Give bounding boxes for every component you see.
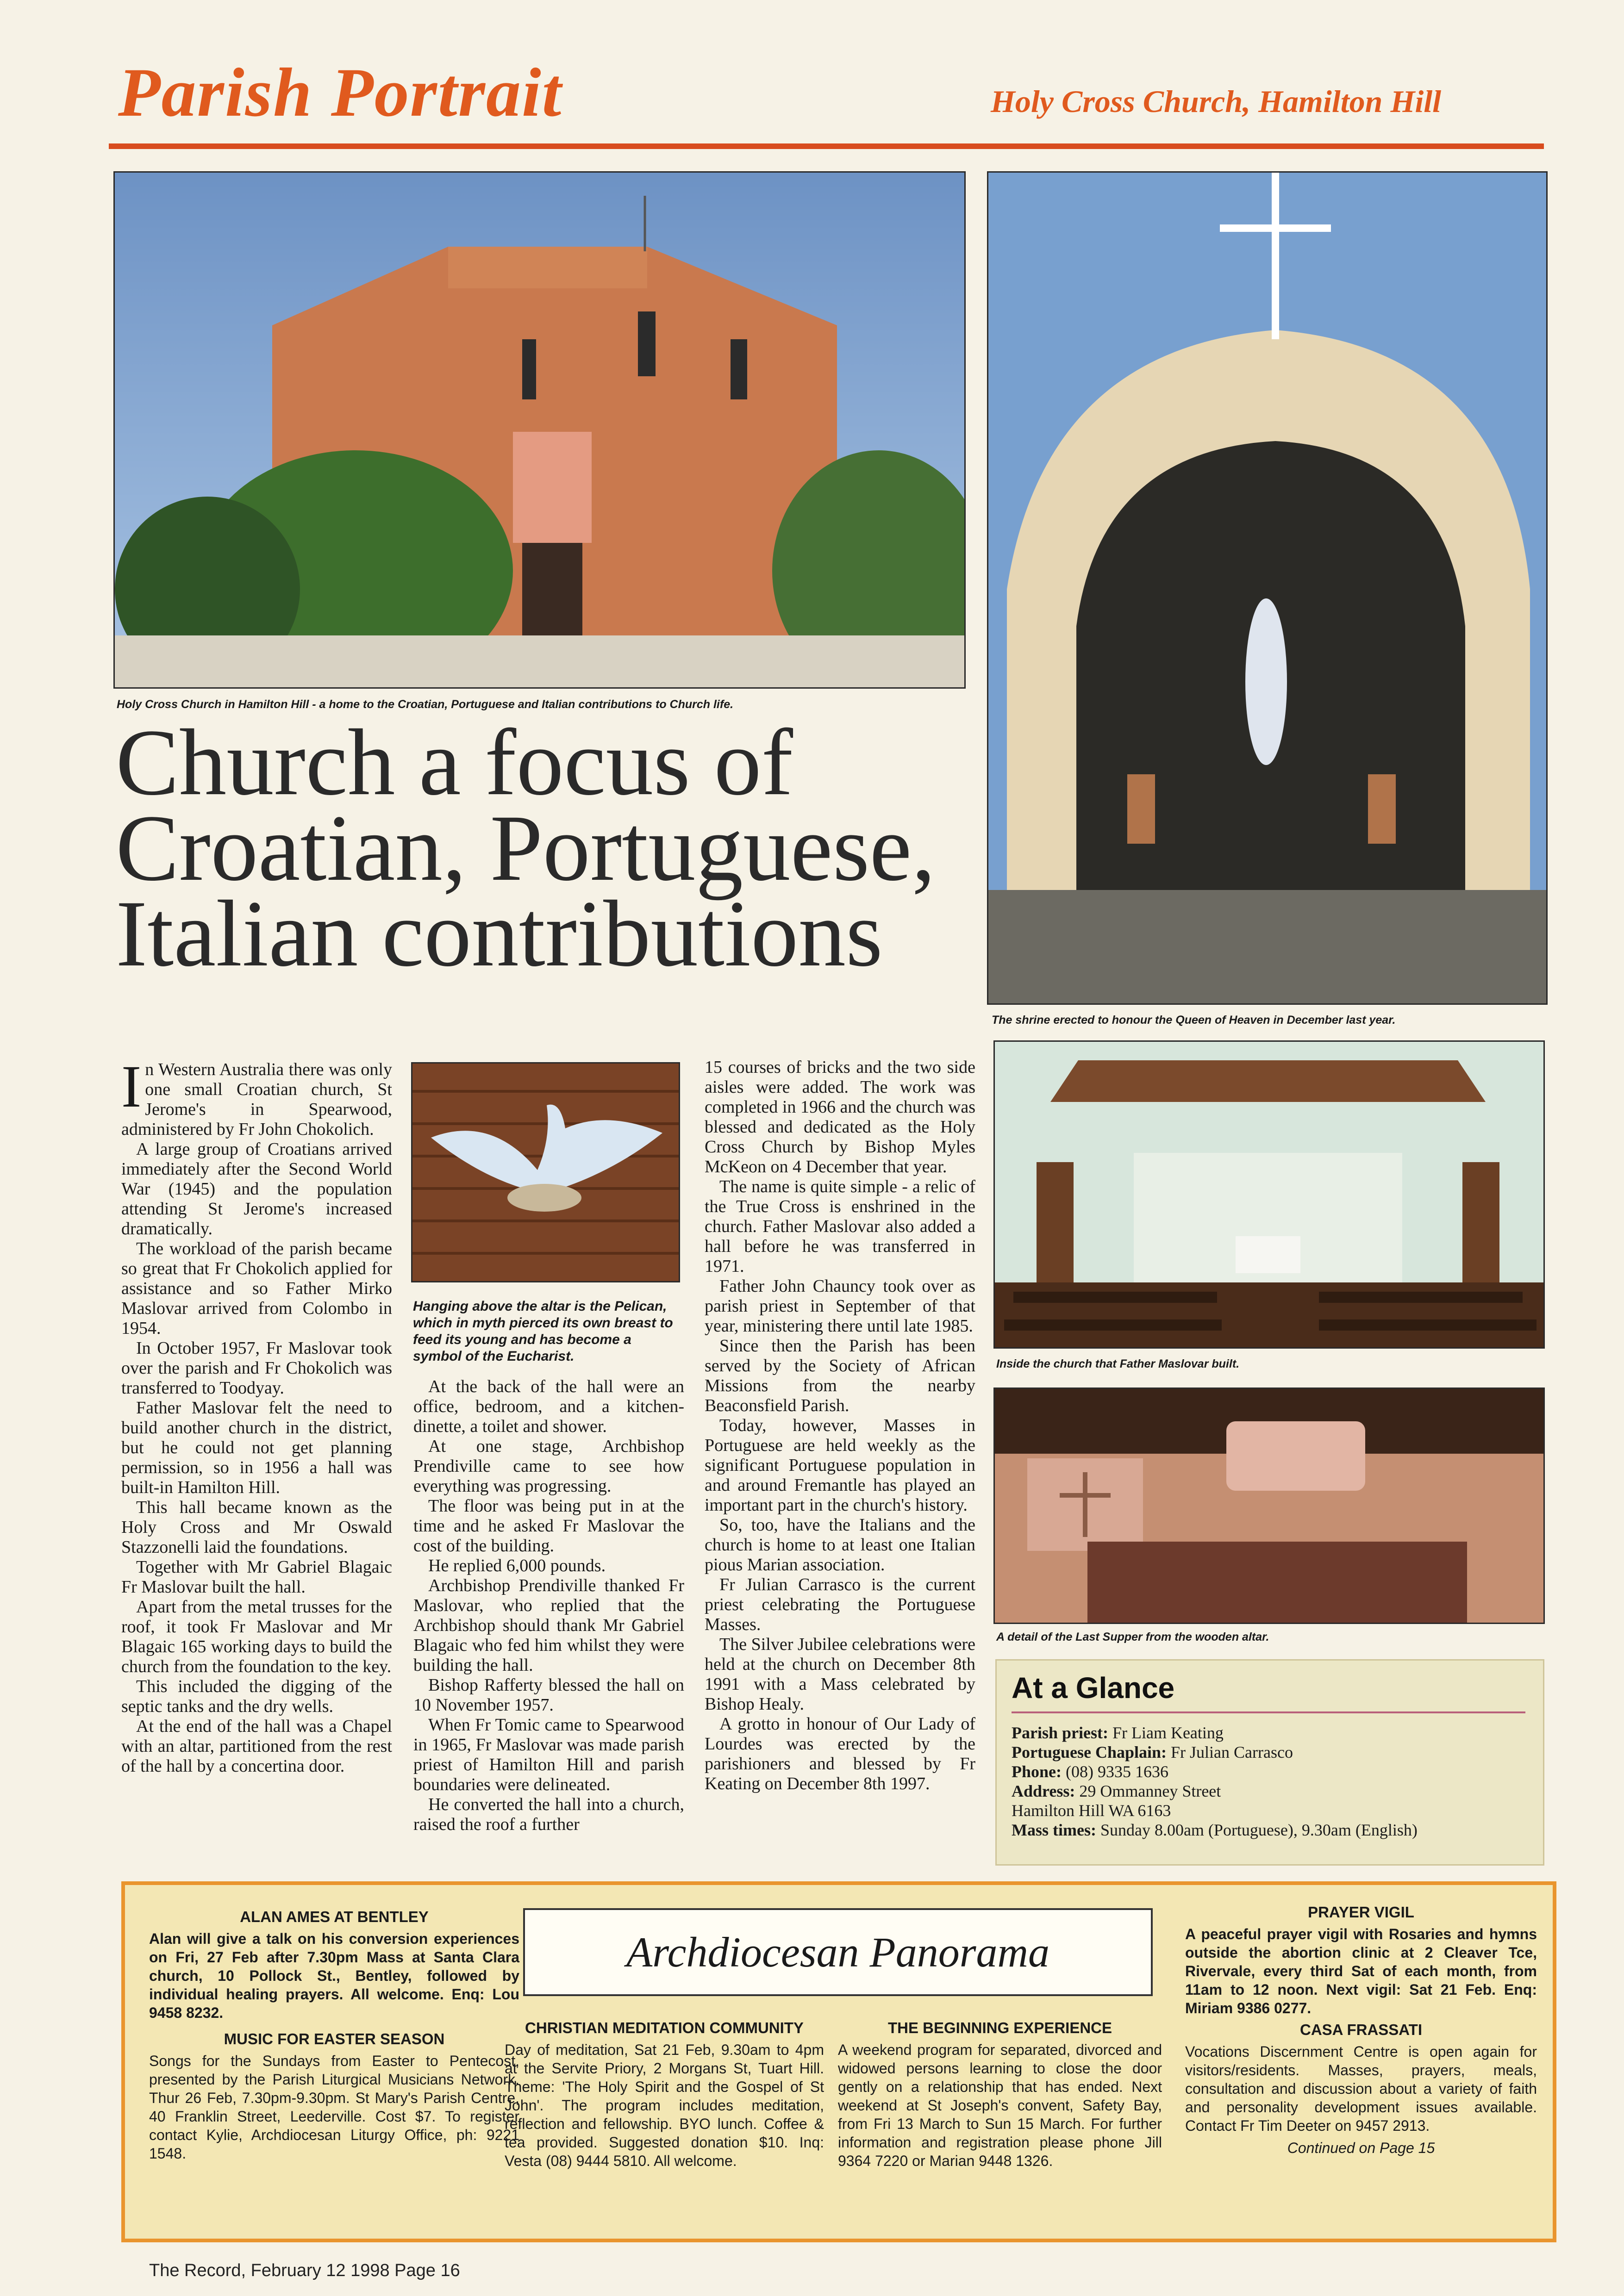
paragraph: Bishop Rafferty blessed the hall on 10 November 1957. xyxy=(413,1675,684,1715)
paragraph: Apart from the metal trusses for the roof, it took Fr Maslovar and Mr Blagaic 165 working days to build the church from the foundation to the key. xyxy=(121,1597,392,1676)
masthead: Parish Portrait xyxy=(118,54,562,131)
glance-details xyxy=(1012,1723,1418,1840)
paragraph: Father John Chauncy took over as parish priest in September of that year, ministering there until late 1985. xyxy=(705,1276,975,1336)
beginning-text: A weekend program for separated, divorced and widowed persons learning to close the door gently on a relationship that has ended. Next weekend at St Joseph's convent, Safety Bay, from Fri 13 March to Sun 15 March. For further information and registration please phone Jill 9364 7220 or Marian 9448 1326. xyxy=(838,2041,1162,2169)
paragraph: This included the digging of the septic tanks and the dry wells. xyxy=(121,1677,392,1716)
article-column-1 xyxy=(121,1060,392,1865)
panorama-title: Archdiocesan Panorama xyxy=(626,1929,1049,1976)
pelican-photo xyxy=(411,1062,680,1282)
parish-name: Holy Cross Church, Hamilton Hill xyxy=(991,84,1442,119)
paragraph: The name is quite simple - a relic of the True Cross is enshrined in the church. Father Maslovar also added a hall before he was transferred in 1971. xyxy=(705,1177,975,1276)
paragraph: At the back of the hall were an office, bedroom, and a kitchen-dinette, a toilet and shower. xyxy=(413,1377,684,1436)
altar-photo xyxy=(993,1388,1545,1624)
panorama-middle-right-column xyxy=(838,2019,1162,2170)
paragraph: Fr Julian Carrasco is the current priest celebrating the Portuguese Masses. xyxy=(705,1575,975,1634)
paragraph: The floor was being put in at the time and he asked Fr Maslovar the cost of the building. xyxy=(413,1496,684,1556)
paragraph: So, too, have the Italians and the church is home to at least one Italian pious Marian association. xyxy=(705,1515,975,1574)
glance-title: At a Glance xyxy=(1012,1671,1175,1705)
paragraph: He replied 6,000 pounds. xyxy=(428,1556,606,1575)
paragraph: A grotto in honour of Our Lady of Lourdes was erected by the parishioners and blessed by Fr Keating on December 8th 1997. xyxy=(705,1714,975,1793)
paragraph: The Silver Jubilee celebrations were held at the church on December 8th 1991 with a Mass celebrated by Bishop Healy. xyxy=(705,1635,975,1714)
music-text: Songs for the Sundays from Easter to Pentecost, presented by the Parish Liturgical Musicians Network. Thur 26 Feb, 7.30pm-9.30pm. St Mary's Parish Centre, 40 Franklin Street, Leederville. Cost $7. To register contact Kylie, Archdiocesan Liturgy Office, ph: 9221 1548. xyxy=(149,2053,519,2162)
beginning-heading: THE BEGINNING EXPERIENCE xyxy=(887,2019,1112,2036)
headline xyxy=(116,710,986,986)
paragraph: He converted the hall into a church, raised the roof a further xyxy=(413,1795,684,1834)
article-column-3 xyxy=(705,1058,975,1867)
pelican-caption: Hanging above the altar is the Pelican, which in myth pierced its own breast to feed its young and has become a symbol of the Eucharist. xyxy=(413,1299,673,1364)
paragraph: When Fr Tomic came to Spearwood in 1965, Fr Maslovar was made parish priest of Hamilton Hill and parish boundaries were delineated. xyxy=(413,1715,684,1794)
paragraph: Together with Mr Gabriel Blagaic Fr Maslovar built the hall. xyxy=(121,1557,392,1597)
at-a-glance-box xyxy=(995,1659,1544,1866)
address-line-2: Hamilton Hill WA 6163 xyxy=(1012,1801,1171,1820)
article-column-2 xyxy=(413,1377,684,1867)
headline-line-2: Croatian, Portuguese, xyxy=(116,796,936,901)
paragraph: Archbishop Prendiville thanked Fr Maslovar, who replied that the Archbishop should thank Mr Gabriel Blagaic who fed him whilst they were building the hall. xyxy=(413,1576,684,1675)
meditation-heading: CHRISTIAN MEDITATION COMMUNITY xyxy=(525,2019,804,2036)
paragraph: This hall became known as the Holy Cross and Mr Oswald Stazzonelli laid the foundations. xyxy=(121,1498,392,1557)
address-value: 29 Ommanney Street xyxy=(1079,1782,1221,1800)
chaplain-label: Portuguese Chaplain: xyxy=(1012,1743,1167,1761)
paragraph: The workload of the parish became so great that Fr Chokolich applied for assistance and so Father Mirko Maslovar arrived from Colombo in 1954. xyxy=(121,1239,392,1338)
paragraph: Since then the Parish has been served by the Society of African Missions from the nearby Beaconsfield Parish. xyxy=(705,1336,975,1415)
paragraph: A large group of Croatians arrived immediately after the Second World War (1945) and the population attending St Jerome's increased dramatically. xyxy=(121,1139,392,1238)
shrine-photo xyxy=(987,171,1548,1005)
meditation-text: Day of meditation, Sat 21 Feb, 9.30am to 4pm at the Servite Priory, 2 Morgans St, Tuart Hill. Theme: 'The Holy Spirit and the Gospel of St John'. The program includes meditation, reflection and fellowship. BYO lunch. Coffee & tea provided. Suggested donation $10. Inq: Vesta (08) 9444 5810. All welcome. xyxy=(505,2041,824,2169)
paragraph: At the end of the hall was a Chapel with an altar, partitioned from the rest of the hall by a concertina door. xyxy=(121,1717,392,1776)
casa-text: Vocations Discernment Centre is open again for visitors/residents. Masses, prayers, meals, consultation and discussion about a variety of faith and personality development issues available. Contact Fr Tim Deeter on 9457 2913. xyxy=(1185,2043,1537,2134)
paragraph: 15 courses of bricks and the two side aisles were added. The work was completed in 1966 and the church was blessed and dedicated as the Holy Cross Church by Bishop Myles McKeon on 4 December that year. xyxy=(705,1058,975,1176)
paragraph: Father Maslovar felt the need to build another church in the district, but he could not get planning permission, so in 1956 a hall was built-in Hamilton Hill. xyxy=(121,1398,392,1497)
church-photo xyxy=(113,171,966,689)
paragraph: n Western Australia there was only one small Croatian church, St Jerome's in Spearwood, administered by Fr John Chokolich. xyxy=(121,1060,392,1139)
altar-caption: A detail of the Last Supper from the wooden altar. xyxy=(996,1630,1269,1643)
dropcap: I xyxy=(121,1060,142,1120)
vigil-heading: PRAYER VIGIL xyxy=(1308,1904,1414,1921)
church-caption: Holy Cross Church in Hamilton Hill - a home to the Croatian, Portuguese and Italian contributions to Church life. xyxy=(117,698,734,711)
shrine-caption: The shrine erected to honour the Queen of Heaven in December last year. xyxy=(992,1014,1396,1027)
panorama-left-column xyxy=(149,1908,519,2163)
phone-label: Phone: xyxy=(1012,1762,1062,1781)
interior-caption: Inside the church that Father Maslovar built. xyxy=(996,1357,1240,1370)
mass-times-value: Sunday 8.00am (Portuguese), 9.30am (English) xyxy=(1100,1821,1418,1839)
footer-line: The Record, February 12 1998 Page 16 xyxy=(149,2261,460,2280)
headline-line-1: Church a focus of xyxy=(116,710,793,815)
alan-ames-text: Alan will give a talk on his conversion experiences on Fri, 27 Feb after 7.30pm Mass at Santa Clara church, 10 Pollock St., Bentley, followed by individual healing prayers. All welcome. Enq: Lou 9458 8232. xyxy=(149,1930,519,2021)
interior-photo xyxy=(993,1040,1545,1349)
header-rule xyxy=(109,143,1544,149)
headline-line-3: Italian contributions xyxy=(116,881,883,986)
paragraph: In October 1957, Fr Maslovar took over the parish and Fr Chokolich was transferred to Toodyay. xyxy=(121,1338,392,1398)
continued-note: Continued on Page 15 xyxy=(1287,2140,1435,2156)
casa-heading: CASA FRASSATI xyxy=(1300,2021,1422,2038)
panorama-box xyxy=(121,1881,1556,2242)
parish-priest-value: Fr Liam Keating xyxy=(1112,1724,1224,1742)
chaplain-value: Fr Julian Carrasco xyxy=(1171,1743,1293,1761)
parish-priest-label: Parish priest: xyxy=(1012,1724,1108,1742)
address-label: Address: xyxy=(1012,1782,1075,1800)
panorama-right-column xyxy=(1185,1904,1537,2157)
glance-rule xyxy=(1012,1711,1525,1713)
panorama-middle-column xyxy=(505,2019,824,2170)
music-heading: MUSIC FOR EASTER SEASON xyxy=(224,2030,445,2047)
mass-times-label: Mass times: xyxy=(1012,1821,1096,1839)
paragraph: At one stage, Archbishop Prendiville came to see how everything was progressing. xyxy=(413,1437,684,1496)
panorama-title-box xyxy=(523,1908,1153,1996)
paragraph: Today, however, Masses in Portuguese are held weekly as the significant Portuguese population in and around Fremantle has played an important part in the church's history. xyxy=(705,1416,975,1515)
phone-value: (08) 9335 1636 xyxy=(1066,1762,1168,1781)
alan-ames-heading: ALAN AMES AT BENTLEY xyxy=(240,1908,429,1925)
vigil-text: A peaceful prayer vigil with Rosaries and hymns outside the abortion clinic at 2 Cleaver Tce, Rivervale, every third Sat of each month, from 11am to 12 noon. Next vigil: Sat 21 Feb. Enq: Miriam 9386 0277. xyxy=(1185,1926,1537,2016)
